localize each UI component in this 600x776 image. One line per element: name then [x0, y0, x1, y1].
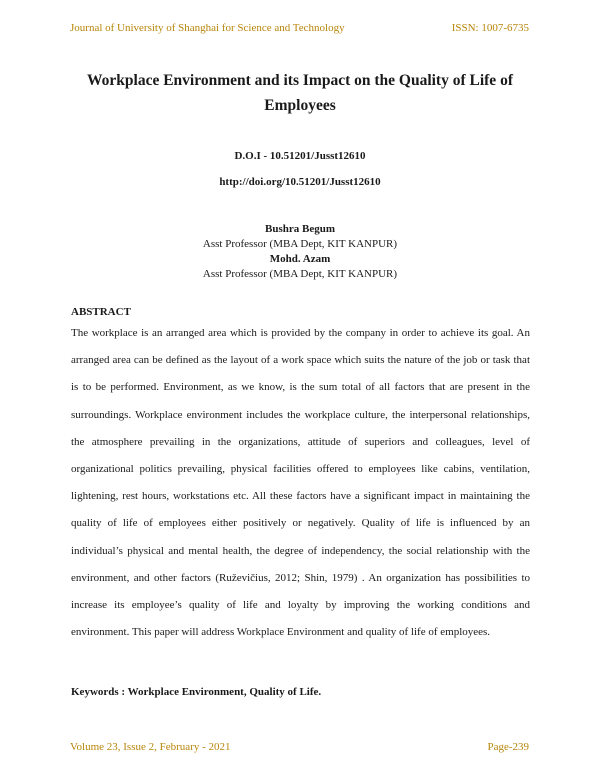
author-name: Bushra Begum [265, 223, 335, 235]
author-name: Mohd. Azam [269, 253, 331, 265]
page-header [70, 22, 529, 38]
page-footer [70, 741, 529, 757]
keywords: Keywords : Workplace Environment, Quality of Life. [71, 686, 322, 698]
doi: D.O.I - 10.51201/Jusst12610 [234, 150, 366, 162]
author-block [0, 222, 600, 282]
author-affiliation: Asst Professor (MBA Dept, KIT KANPUR) [202, 268, 398, 280]
page-number: Page-239 [487, 741, 529, 753]
abstract-heading: ABSTRACT [71, 306, 131, 318]
paper-title: Workplace Environment and its Impact on the Quality of Life of Employees [87, 72, 513, 114]
author-affiliation: Asst Professor (MBA Dept, KIT KANPUR) [202, 238, 398, 250]
volume-issue: Volume 23, Issue 2, February - 2021 [70, 741, 231, 753]
abstract-text: The workplace is an arranged area which is provided by the company in order to achieve its goal. An arranged area can be defined as the layout of a work space which suits the nature of the job or task that is to be performed. Environment, as we know, is the sum total of all factors that are present in the surroundings. Workplace environment includes the workplace culture, the interpersonal relationships, the atmosphere prevailing in the organizations, attitude of superiors and colleagues, level of organizational politics prevailing, physical facilities offered to employees like cabins, ventilation, lightening, rest hours, workstations etc. All these factors have a significant impact in maintaining the quality of life of employees either positively or negatively. Quality of life is influenced by an individual’s physical and mental health, the degree of independency, the social relationship with the environment, and other factors (Ruževičius, 2012; Shin, 1979) . An organization has possibilities to increase its employee’s quality of life and loyalty by improving the working conditions and environment. This paper will address Workplace Environment and quality of life of employees. [71, 327, 530, 639]
issn: ISSN: 1007-6735 [451, 22, 529, 34]
journal-name: Journal of University of Shanghai for Science and Technology [70, 22, 345, 34]
doi-link[interactable]: http://doi.org/10.51201/Jusst12610 [219, 176, 381, 188]
